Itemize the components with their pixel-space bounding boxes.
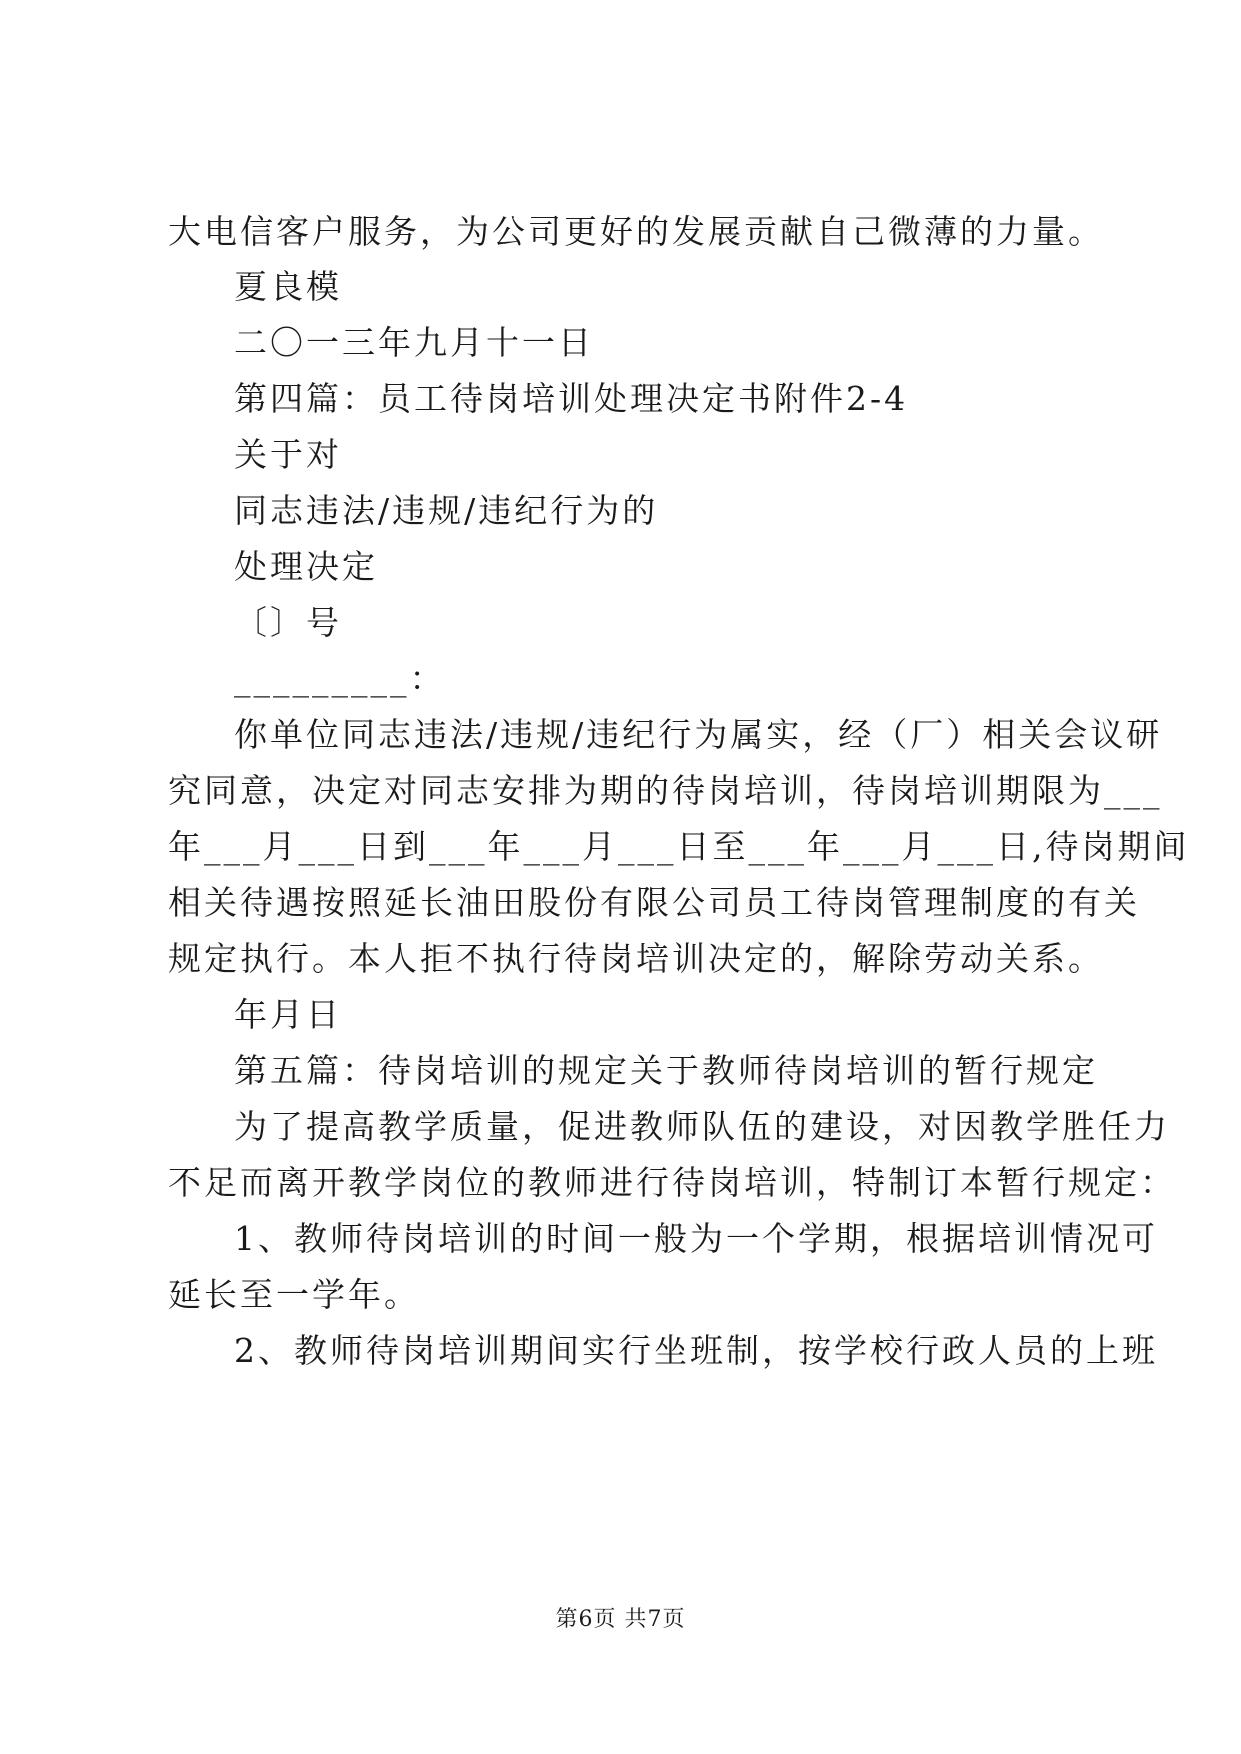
paragraph-line: 不足而离开教学岗位的教师进行待岗培训，特制订本暂行规定： xyxy=(168,1163,1176,1202)
paragraph-line: 规定执行。本人拒不执行待岗培训决定的，解除劳动关系。 xyxy=(168,939,1104,978)
paragraph-line: 延长至一学年。 xyxy=(168,1275,420,1314)
title-line: 同志违法/违规/违纪行为的 xyxy=(234,491,659,530)
paragraph-line: 2、教师待岗培训期间实行坐班制，按学校行政人员的上班 xyxy=(234,1331,1158,1370)
title-line: 处理决定 xyxy=(234,547,378,586)
date-line: 年月日 xyxy=(234,995,342,1034)
paragraph-line: 你单位同志违法/违规/违纪行为属实，经（厂）相关会议研 xyxy=(234,715,1163,754)
paragraph-line: 究同意，决定对同志安排为期的待岗培训，待岗培训期限为___ xyxy=(168,771,1163,810)
signature-date: 二〇一三年九月十一日 xyxy=(234,323,594,362)
section-heading: 第五篇：待岗培训的规定关于教师待岗培训的暂行规定 xyxy=(234,1051,1098,1090)
paragraph-line: 为了提高教学质量，促进教师队伍的建设，对因教学胜任力 xyxy=(234,1107,1170,1146)
section-heading: 第四篇：员工待岗培训处理决定书附件2-4 xyxy=(234,379,909,418)
addressee-line: _________： xyxy=(234,659,446,698)
document-number: 〔〕号 xyxy=(234,603,342,642)
signature-name: 夏良模 xyxy=(234,267,342,306)
paragraph-line: 年___月___日到___年___月___日至___年___月___日,待岗期间 xyxy=(168,827,1190,866)
title-line: 关于对 xyxy=(234,435,342,474)
paragraph-line: 1、教师待岗培训的时间一般为一个学期，根据培训情况可 xyxy=(234,1219,1158,1258)
paragraph-line: 相关待遇按照延长油田股份有限公司员工待岗管理制度的有关 xyxy=(168,883,1140,922)
paragraph-line: 大电信客户服务，为公司更好的发展贡献自己微薄的力量。 xyxy=(168,212,1104,251)
page-footer: 第6页 共7页 xyxy=(555,1607,686,1632)
